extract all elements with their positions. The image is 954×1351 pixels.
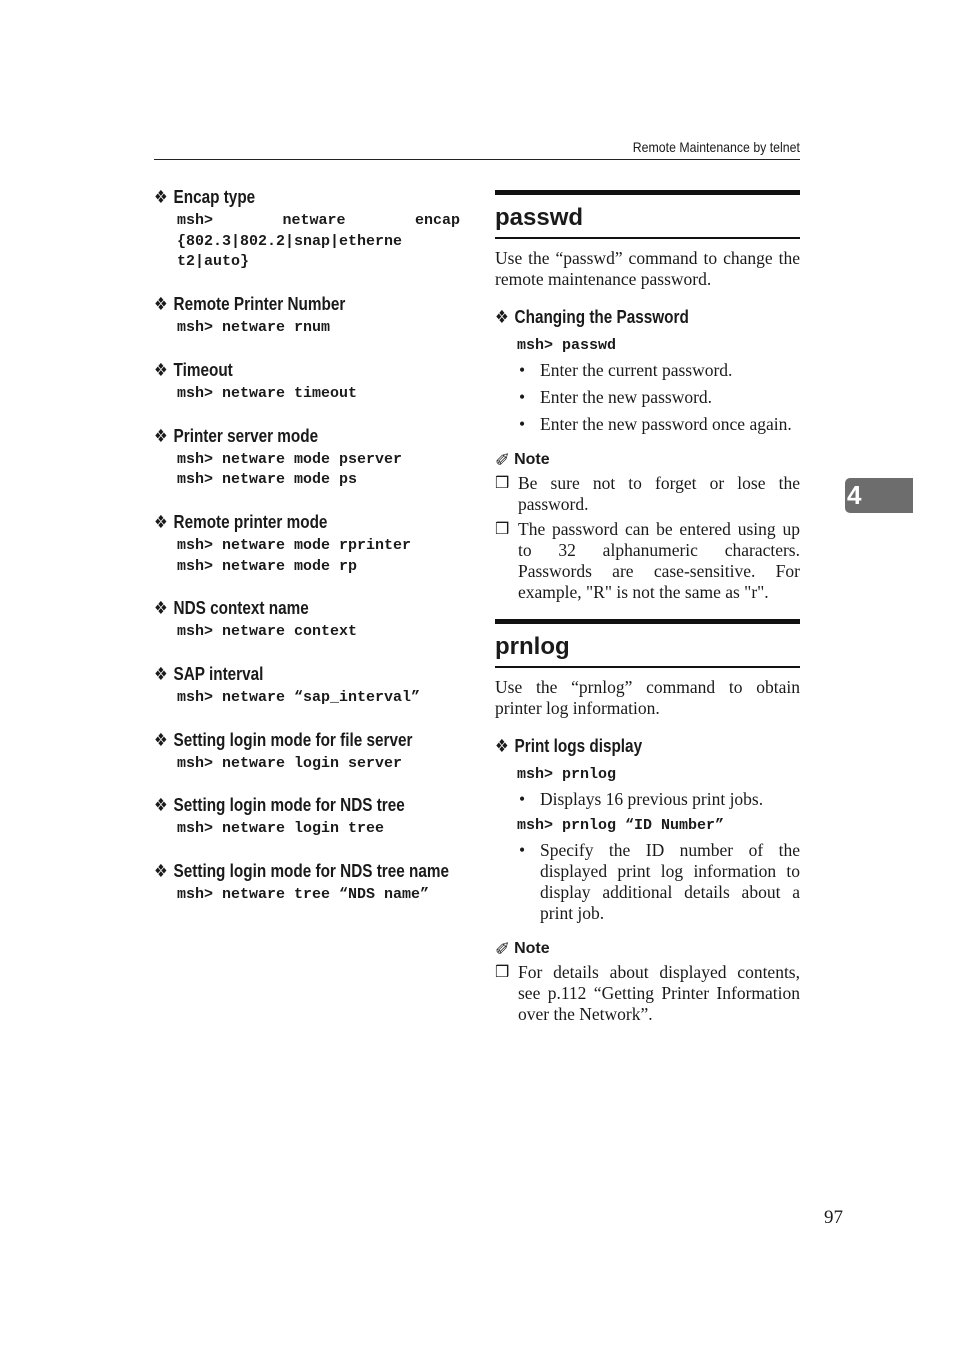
code-line: msh> prnlog xyxy=(517,766,617,783)
paragraph: Use the “passwd” command to change the remote maintenance password. xyxy=(495,248,800,289)
code-line: msh> netware login tree xyxy=(177,820,385,838)
note-list xyxy=(495,473,800,603)
right-column xyxy=(495,190,800,1029)
subheading: ❖ Printer server mode xyxy=(154,423,414,450)
pencil-icon: ✐ xyxy=(495,450,511,470)
passwd-section xyxy=(495,190,800,603)
checkbox-icon: ❒ xyxy=(495,521,510,538)
code-line: msh> prnlog “ID Number” xyxy=(517,817,725,834)
subheading: ❖ SAP interval xyxy=(154,661,414,688)
code-line: msh> netware login server xyxy=(177,754,403,772)
checkbox-icon: ❒ xyxy=(495,475,510,492)
page-number: 97 xyxy=(824,1207,843,1228)
code-block xyxy=(177,211,460,273)
note-heading: ✐ Note xyxy=(495,939,550,959)
diamond-bullet-icon: ❖ xyxy=(495,736,509,756)
bullet-icon: • xyxy=(519,789,526,809)
checkbox-icon: ❒ xyxy=(495,964,510,981)
code-line: msh> netware timeout xyxy=(177,384,358,402)
code-line: msh> netware mode rp xyxy=(177,557,358,575)
code-line: {802.3|802.2|snap|etherne xyxy=(177,232,403,250)
code-line: msh> netware rnum xyxy=(177,319,331,337)
diamond-bullet-icon: ❖ xyxy=(154,795,168,816)
remote-printer-mode-block xyxy=(154,509,460,577)
code-line: msh> passwd xyxy=(517,337,617,354)
code-line: msh> netware mode ps xyxy=(177,471,358,489)
list-item: • Enter the new password once again. xyxy=(519,414,792,434)
code-line: msh> netware mode pserver xyxy=(177,450,403,468)
diamond-bullet-icon: ❖ xyxy=(495,307,509,327)
subheading: ❖ Remote printer mode xyxy=(154,509,414,536)
nds-context-block xyxy=(154,595,460,643)
list-item: • Enter the current password. xyxy=(519,360,733,380)
timeout-block xyxy=(154,357,460,405)
subheading: ❖ Remote Printer Number xyxy=(154,291,414,318)
list-item: ❒ Be sure not to forget or lose the password. xyxy=(495,473,800,514)
running-header: Remote Maintenance by telnet xyxy=(632,139,800,155)
list-item: ❒ The password can be entered using up to 32 alphanumeric characters. Passwords are case-sensitive. For example, "R" is not the same as "r". xyxy=(495,519,800,602)
list-item: • Enter the new password. xyxy=(519,387,713,407)
bullet-list xyxy=(517,840,800,924)
diamond-bullet-icon: ❖ xyxy=(154,294,168,315)
diamond-bullet-icon: ❖ xyxy=(154,729,168,750)
list-item: • Displays 16 previous print jobs. xyxy=(519,789,764,809)
login-nds-tree-block xyxy=(154,792,460,840)
bullet-icon: • xyxy=(519,840,526,860)
diamond-bullet-icon: ❖ xyxy=(154,598,168,619)
subheading: ❖ Timeout xyxy=(154,357,414,384)
left-column xyxy=(154,184,460,924)
bullet-list xyxy=(517,360,800,435)
code-line: msh> netware mode rprinter xyxy=(177,536,412,554)
bullet-icon: • xyxy=(519,414,526,434)
bullet-icon: • xyxy=(519,387,526,407)
list-item: • Specify the ID number of the displayed print log information to display additional details about a print job. xyxy=(519,840,800,923)
header-rule xyxy=(154,159,800,160)
note-list xyxy=(495,962,800,1025)
section-title: passwd xyxy=(495,203,800,239)
bullet-list xyxy=(517,789,800,810)
subheading: ❖ Encap type xyxy=(154,184,414,211)
bullet-icon: • xyxy=(519,360,526,380)
code-line: t2|auto} xyxy=(177,253,250,271)
subheading: ❖ Changing the Password xyxy=(495,304,754,330)
subheading: ❖ Print logs display xyxy=(495,733,754,759)
subheading: ❖ Setting login mode for NDS tree xyxy=(154,792,414,819)
diamond-bullet-icon: ❖ xyxy=(154,359,168,380)
subheading: ❖ NDS context name xyxy=(154,595,414,622)
paragraph: Use the “prnlog” command to obtain printer log information. xyxy=(495,677,800,718)
chapter-tab: 4 xyxy=(845,478,913,513)
diamond-bullet-icon: ❖ xyxy=(154,861,168,882)
prnlog-section xyxy=(495,619,800,1025)
diamond-bullet-icon: ❖ xyxy=(154,664,168,685)
code-line: msh> netware “sap_interval” xyxy=(177,689,421,707)
note-heading: ✐ Note xyxy=(495,450,550,470)
subheading: ❖ Setting login mode for NDS tree name xyxy=(154,858,414,885)
code-line: msh> netware tree “NDS name” xyxy=(177,886,430,904)
rnum-block xyxy=(154,291,460,339)
diamond-bullet-icon: ❖ xyxy=(154,187,168,207)
printer-server-mode-block xyxy=(154,423,460,491)
code-line: msh> netware context xyxy=(177,623,358,641)
diamond-bullet-icon: ❖ xyxy=(154,425,168,446)
nds-tree-name-block xyxy=(154,858,460,906)
code-line: msh> netware encap xyxy=(177,212,460,229)
login-file-server-block xyxy=(154,727,460,775)
subheading: ❖ Setting login mode for file server xyxy=(154,727,414,754)
diamond-bullet-icon: ❖ xyxy=(154,511,168,532)
encap-type-block xyxy=(154,184,460,273)
pencil-icon: ✐ xyxy=(495,939,511,959)
sap-interval-block xyxy=(154,661,460,709)
list-item: ❒ For details about displayed contents, see p.112 “Getting Printer Information over the Network”. xyxy=(495,962,800,1024)
section-title: prnlog xyxy=(495,632,800,668)
